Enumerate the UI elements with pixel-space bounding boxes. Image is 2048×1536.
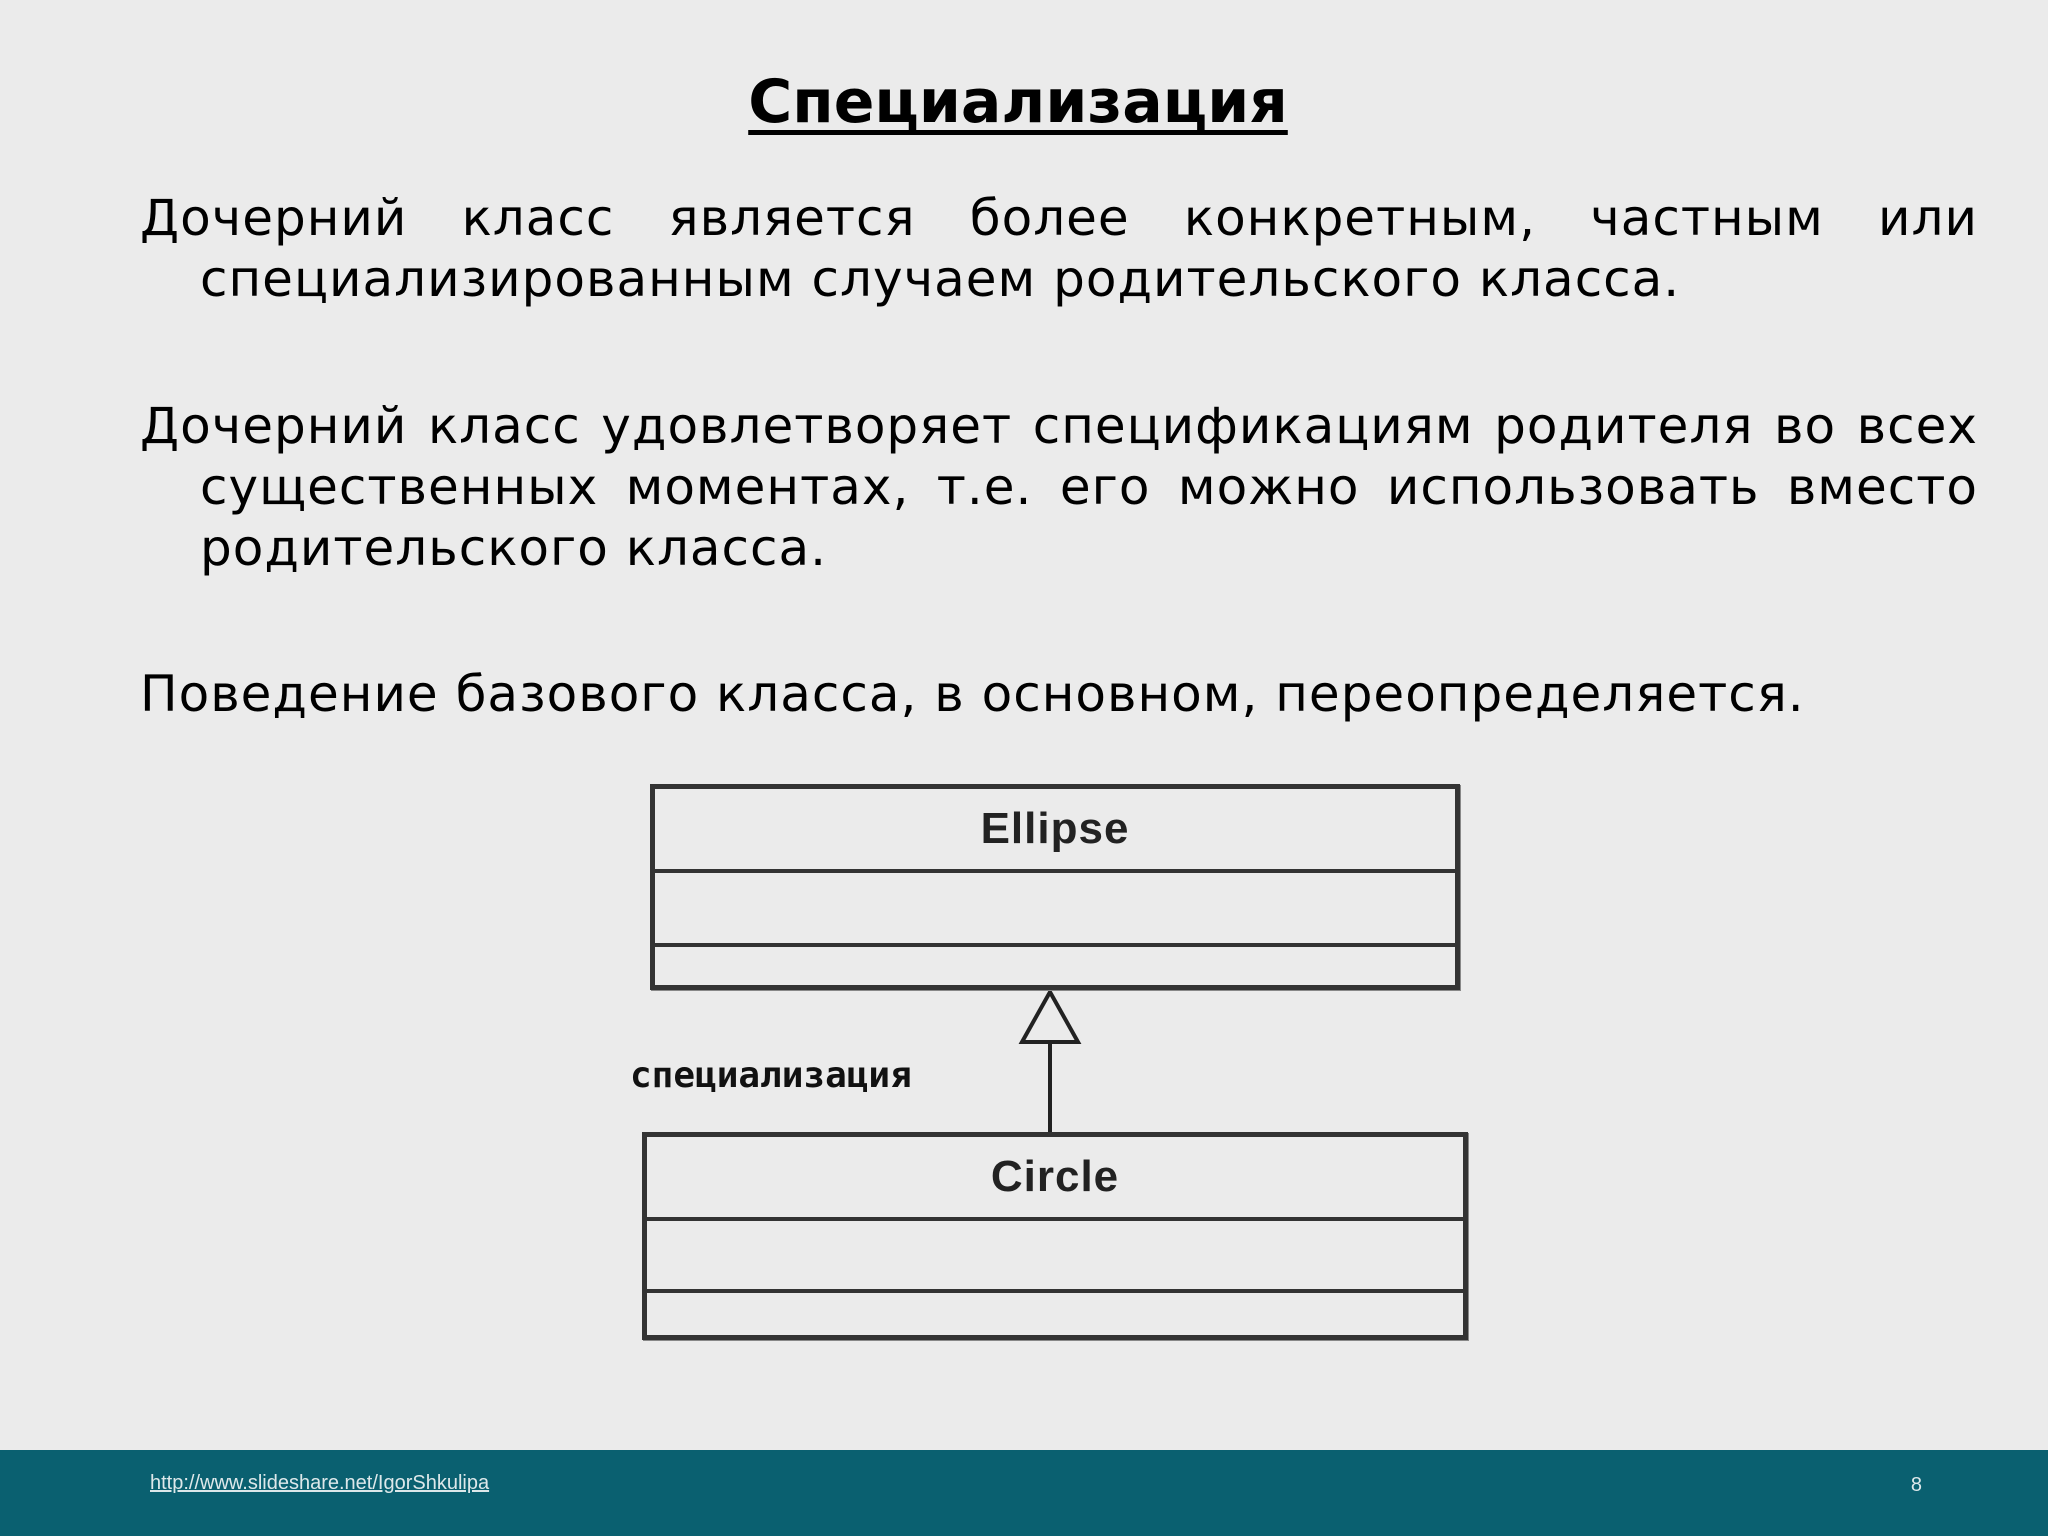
- class-operations-compartment: [647, 1293, 1463, 1335]
- uml-class-diagram: [630, 770, 1480, 1380]
- paragraph-behavior-override: Поведение базового класса, в основном, переопределяется.: [140, 665, 1805, 723]
- generalization-arrowhead: [1022, 992, 1078, 1042]
- class-name: Ellipse: [655, 789, 1455, 873]
- relation-label: специализация: [630, 1055, 912, 1096]
- page-number: 8: [1910, 1474, 1922, 1496]
- slide-title: Специализация: [748, 67, 1288, 137]
- class-name: Circle: [647, 1137, 1463, 1221]
- paragraph-specialization-definition: Дочерний класс является более конкретным, частным или специализированным случаем родительского класса.: [140, 189, 1978, 308]
- paragraph-substitutability: Дочерний класс удовлетворяет спецификациям родителя во всех существенных моментах, т.е. его можно использовать вместо родительского класса.: [140, 397, 1978, 577]
- class-operations-compartment: [655, 947, 1455, 985]
- uml-class-circle: [642, 1132, 1468, 1340]
- footer-link[interactable]: http://www.slideshare.net/IgorShkulipa: [150, 1472, 490, 1494]
- footer-bar: [0, 1450, 2048, 1536]
- class-attributes-compartment: [647, 1221, 1463, 1293]
- uml-class-ellipse: [650, 784, 1460, 990]
- class-attributes-compartment: [655, 873, 1455, 947]
